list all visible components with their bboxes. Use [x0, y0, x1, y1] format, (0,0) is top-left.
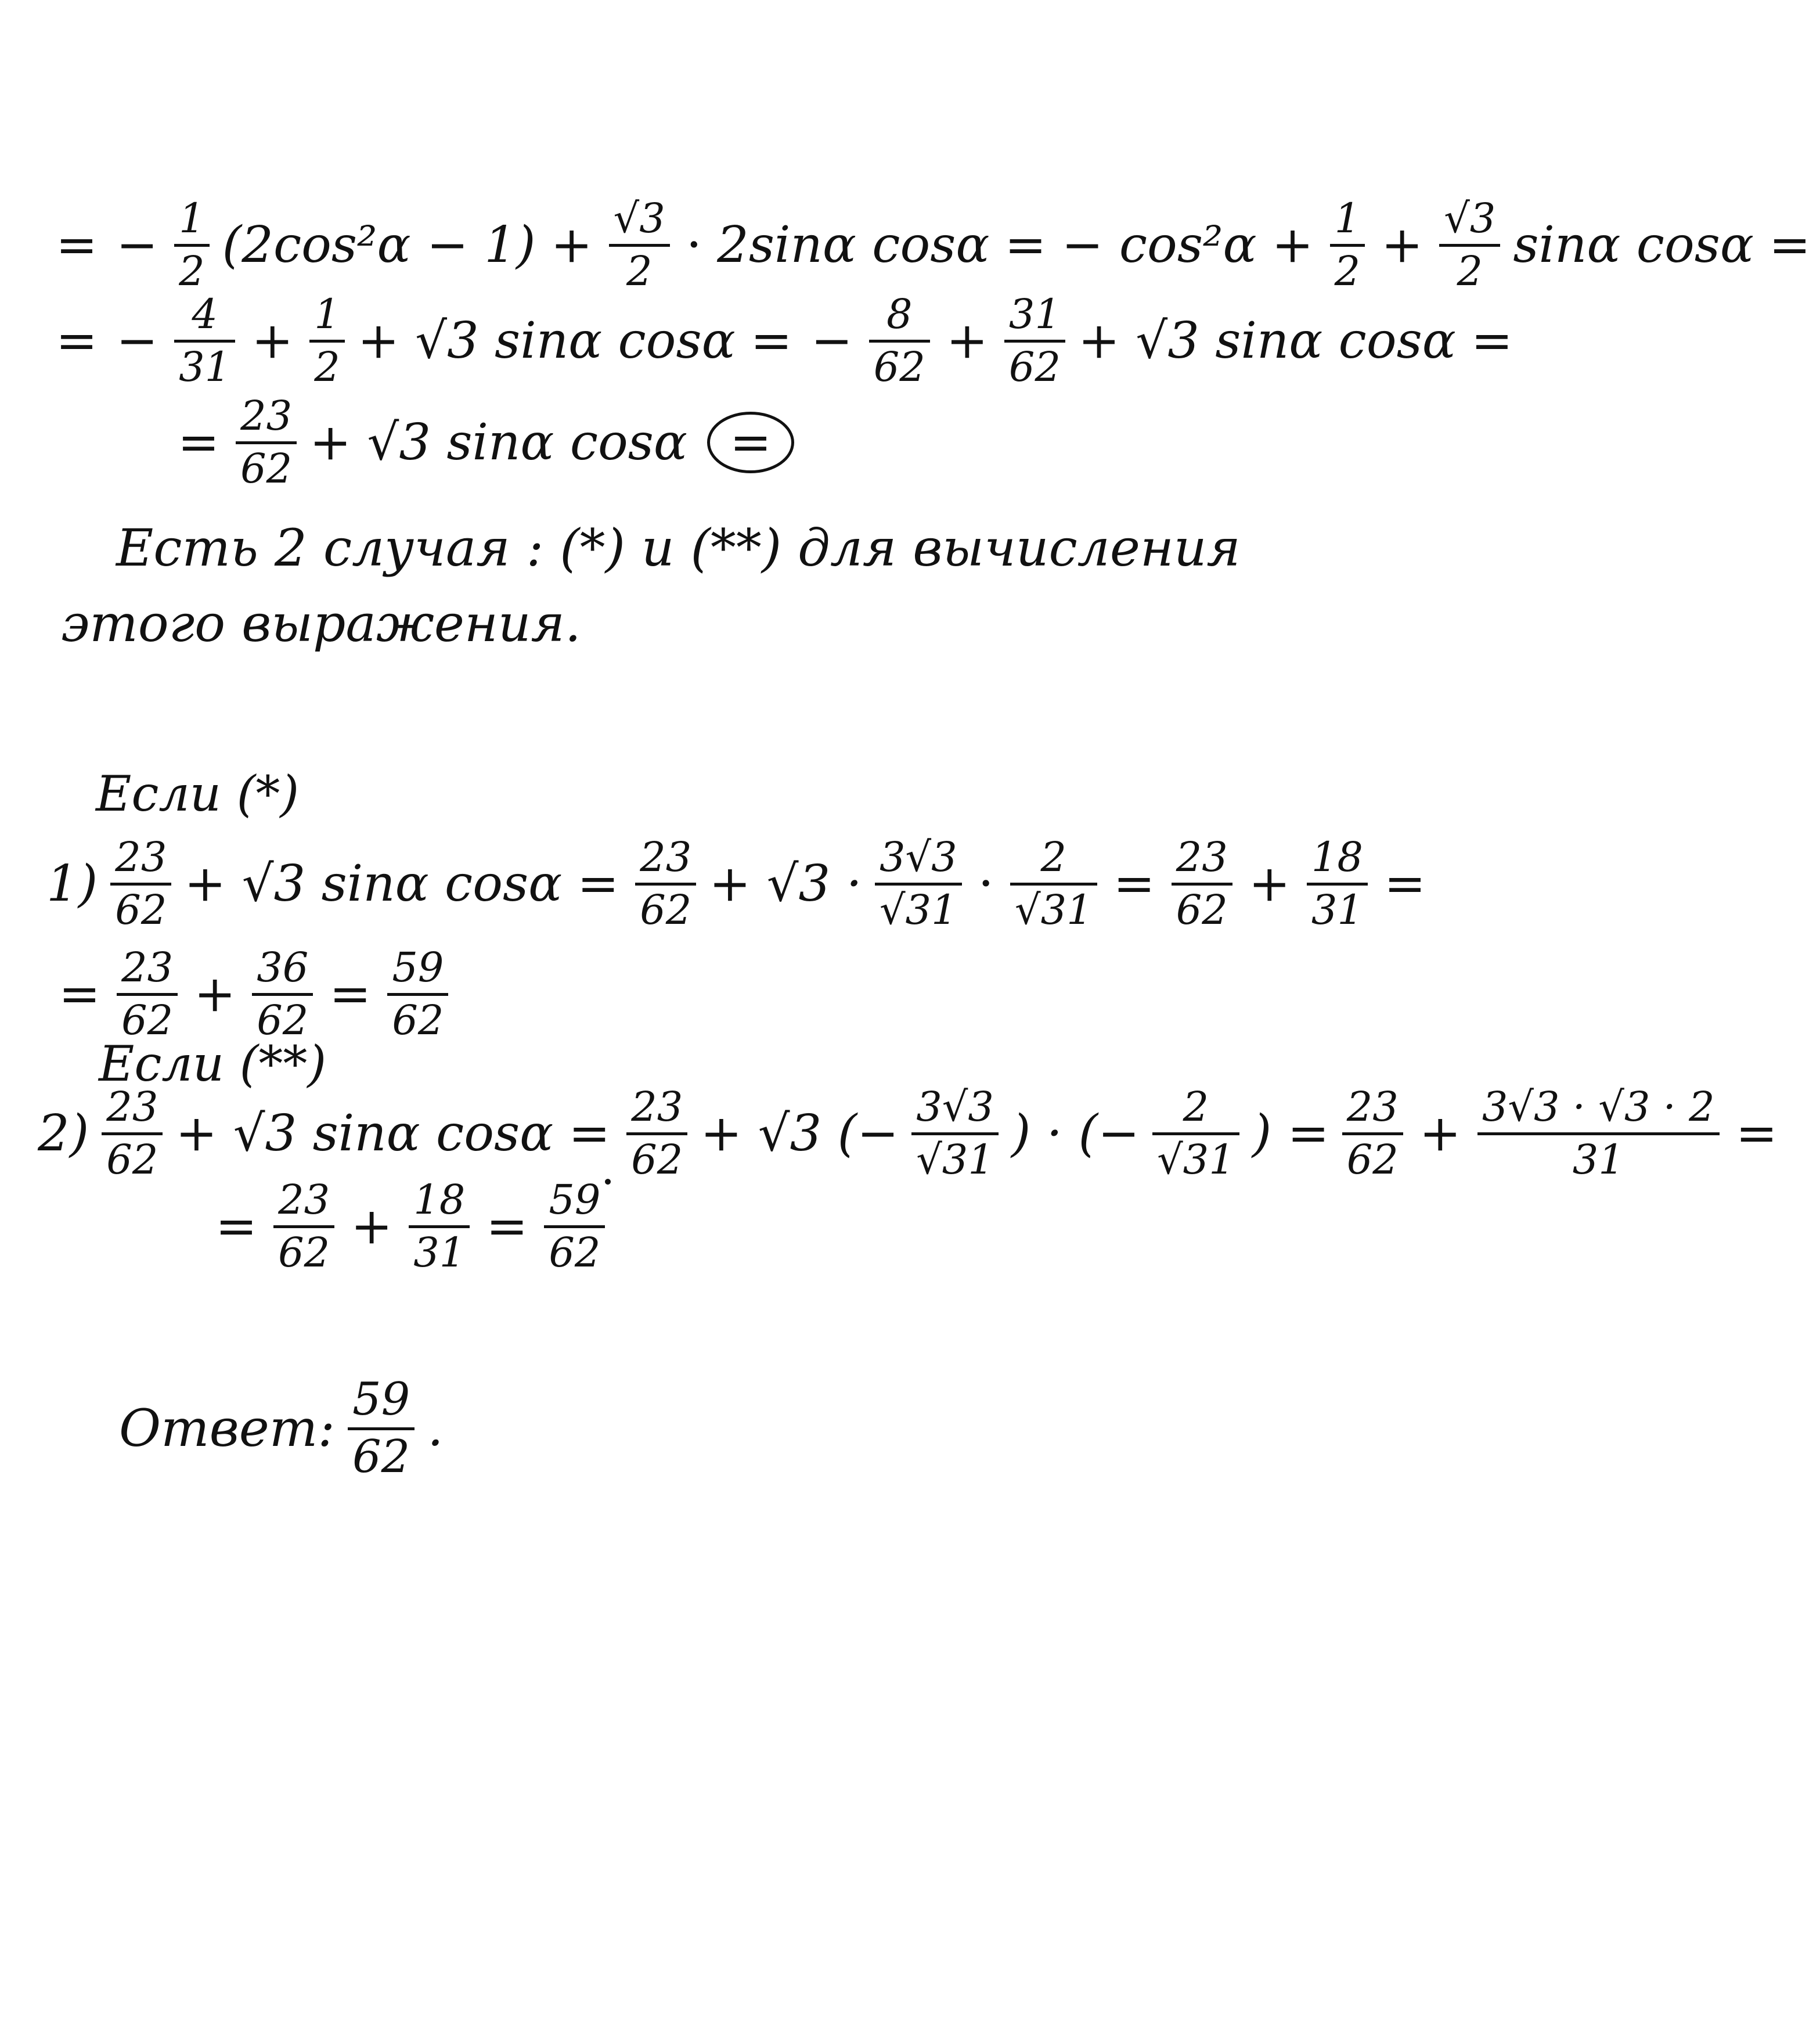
- numerator: 4: [192, 290, 218, 338]
- fraction: [409, 1176, 470, 1276]
- case-heading-2: [99, 1035, 327, 1092]
- expression-term: (2cos²α − 1): [222, 216, 536, 274]
- fraction: [911, 1083, 999, 1183]
- equals-sign: =: [750, 312, 792, 370]
- numerator: 23: [1346, 1083, 1399, 1131]
- equation-line-1: [46, 197, 1820, 293]
- numerator: 59: [549, 1176, 601, 1224]
- minus-sign: −: [810, 312, 853, 370]
- fraction: [273, 1176, 334, 1276]
- fraction: [236, 392, 297, 492]
- denominator: √31: [1157, 1135, 1235, 1183]
- fraction: [626, 1083, 687, 1183]
- numerator: 23: [115, 833, 167, 881]
- numerator: 23: [240, 392, 293, 440]
- text-cases: Есть 2 случая : (*) и (**) для вычисления: [116, 518, 1241, 578]
- expression-term: + √3 sinα cosα: [184, 855, 563, 913]
- equation-line-2: [46, 290, 1522, 391]
- equals-sign: =: [486, 1197, 528, 1255]
- stray-ink-dot: [605, 1179, 611, 1185]
- equals-sign: =: [1471, 312, 1513, 370]
- numerator: 23: [640, 833, 692, 881]
- case-number: 1): [46, 855, 98, 913]
- equals-sign: =: [1383, 855, 1426, 913]
- denominator: √31: [879, 886, 957, 934]
- denominator: √31: [1014, 886, 1093, 934]
- text-line-expression: [61, 593, 581, 653]
- expression-term: + √3 sinα cosα: [357, 312, 736, 370]
- numerator: 59: [352, 1373, 410, 1426]
- denominator: 31: [1572, 1135, 1624, 1183]
- denominator: 62: [1176, 886, 1228, 934]
- denominator: 31: [413, 1228, 466, 1276]
- fraction: [544, 1176, 605, 1276]
- denominator: 62: [549, 1228, 601, 1276]
- equals-sign: =: [178, 413, 220, 472]
- fraction: [1004, 290, 1065, 391]
- denominator: 62: [631, 1135, 683, 1183]
- fraction: [869, 290, 930, 391]
- denominator: 2: [626, 247, 653, 295]
- denominator: 62: [1346, 1135, 1399, 1183]
- equals-sign: =: [59, 965, 101, 1023]
- plus-sign: +: [251, 312, 294, 370]
- numerator: √3: [613, 195, 665, 242]
- equals-sign: =: [577, 855, 619, 913]
- numerator: 31: [1008, 290, 1061, 338]
- text-expression: этого выражения.: [61, 593, 581, 653]
- plus-sign: +: [1271, 216, 1314, 274]
- numerator: 23: [1176, 833, 1228, 881]
- case-number: 2): [38, 1104, 89, 1163]
- fraction: [875, 833, 962, 934]
- expression-term: + √3 (−: [700, 1104, 899, 1163]
- plus-sign: +: [1419, 1104, 1461, 1163]
- denominator: 62: [115, 886, 167, 934]
- fraction: [1152, 1083, 1239, 1183]
- denominator: 62: [240, 444, 293, 492]
- fraction: [102, 1083, 163, 1183]
- equals-sign: =: [1735, 1104, 1778, 1163]
- fraction: [609, 197, 670, 293]
- plus-sign: +: [1381, 216, 1423, 274]
- fraction: [1010, 833, 1097, 934]
- numerator: 59: [392, 944, 444, 991]
- numerator: 23: [106, 1083, 158, 1131]
- equation-line-3: [168, 392, 794, 492]
- numerator: 18: [1311, 833, 1363, 881]
- fraction: [174, 197, 210, 293]
- numerator: 23: [121, 944, 174, 991]
- fraction: [1477, 1083, 1720, 1183]
- numerator: 1: [179, 195, 205, 242]
- expression-term: ) =: [1252, 1104, 1329, 1163]
- period: .: [427, 1399, 444, 1458]
- fraction: [1307, 833, 1368, 934]
- fraction: [1439, 197, 1500, 293]
- equation-line-case-1: [41, 833, 1435, 934]
- equation-line-case-2: [32, 1083, 1787, 1183]
- text-line-cases: [116, 518, 1241, 578]
- denominator: 62: [106, 1135, 158, 1183]
- plus-sign: +: [1248, 855, 1291, 913]
- numerator: 23: [631, 1083, 683, 1131]
- plus-sign: +: [351, 1197, 393, 1255]
- equals-sign: =: [1113, 855, 1155, 913]
- denominator: 31: [1311, 886, 1363, 934]
- fraction: [1330, 197, 1365, 293]
- plus-sign: +: [946, 312, 988, 370]
- case-heading-1: [96, 765, 300, 822]
- expression-term: + √3 ·: [709, 855, 862, 913]
- fraction: [635, 833, 696, 934]
- circled-equals-sign: =: [707, 412, 794, 473]
- numerator: √3: [1444, 195, 1496, 242]
- denominator: 2: [179, 247, 205, 295]
- denominator: 31: [179, 343, 231, 391]
- case-1-label: Если (*): [96, 765, 300, 822]
- fraction: [1172, 833, 1232, 934]
- multiply-dot: ·: [686, 216, 702, 274]
- equals-sign: =: [215, 1197, 258, 1255]
- equals-sign: =: [1768, 216, 1811, 274]
- multiply-dot: ·: [978, 855, 994, 913]
- denominator: 2: [314, 343, 340, 391]
- expression-term: + √3 sinα cosα: [1078, 312, 1456, 370]
- plus-sign: +: [550, 216, 593, 274]
- denominator: 62: [121, 996, 174, 1044]
- equals-sign: =: [568, 1104, 611, 1163]
- equals-sign: =: [56, 312, 98, 370]
- case-2-label: Если (**): [99, 1035, 327, 1092]
- fraction: [174, 290, 235, 391]
- fraction: [117, 944, 178, 1044]
- fraction: [252, 944, 313, 1044]
- answer-fraction: [348, 1373, 415, 1483]
- plus-sign: +: [194, 965, 236, 1023]
- expression-term: + √3 sinα cosα: [309, 413, 687, 472]
- equals-sign: =: [329, 965, 372, 1023]
- denominator: 62: [278, 1228, 330, 1276]
- answer-line: [113, 1373, 449, 1483]
- expression-term: − cos²α: [1061, 216, 1257, 274]
- fraction: [387, 944, 448, 1044]
- denominator: 62: [352, 1430, 410, 1483]
- denominator: 2: [1457, 247, 1483, 295]
- expression-term: ) · (−: [1011, 1104, 1140, 1163]
- equals-sign: =: [56, 216, 98, 274]
- expression-term: sinα cosα: [1513, 216, 1754, 274]
- expression-term: + √3 sinα cosα: [175, 1104, 554, 1163]
- denominator: 62: [257, 996, 309, 1044]
- denominator: √31: [916, 1135, 994, 1183]
- numerator: 1: [1334, 195, 1361, 242]
- fraction: [110, 833, 171, 934]
- numerator: 1: [314, 290, 340, 338]
- numerator: 8: [886, 290, 913, 338]
- denominator: 62: [1008, 343, 1061, 391]
- denominator: 2: [1334, 247, 1361, 295]
- numerator: 3√3: [916, 1083, 994, 1131]
- fraction: [1342, 1083, 1403, 1183]
- numerator: 23: [278, 1176, 330, 1224]
- answer-label: Ответ:: [119, 1398, 335, 1459]
- equals-sign: =: [1004, 216, 1047, 274]
- minus-sign: −: [116, 312, 158, 370]
- numerator: 36: [257, 944, 309, 991]
- numerator: 3√3: [879, 833, 957, 881]
- denominator: 62: [873, 343, 925, 391]
- numerator: 2: [1183, 1083, 1209, 1131]
- numerator: 18: [413, 1176, 466, 1224]
- denominator: 62: [392, 996, 444, 1044]
- fraction: [309, 290, 345, 391]
- numerator: 3√3 · √3 · 2: [1482, 1083, 1715, 1131]
- numerator: 2: [1040, 833, 1067, 881]
- equation-line-case-2-result: [206, 1176, 612, 1276]
- denominator: 62: [640, 886, 692, 934]
- minus-sign: −: [116, 216, 158, 274]
- expression-term: 2sinα cosα: [717, 216, 990, 274]
- equation-line-case-1-result: [49, 944, 455, 1044]
